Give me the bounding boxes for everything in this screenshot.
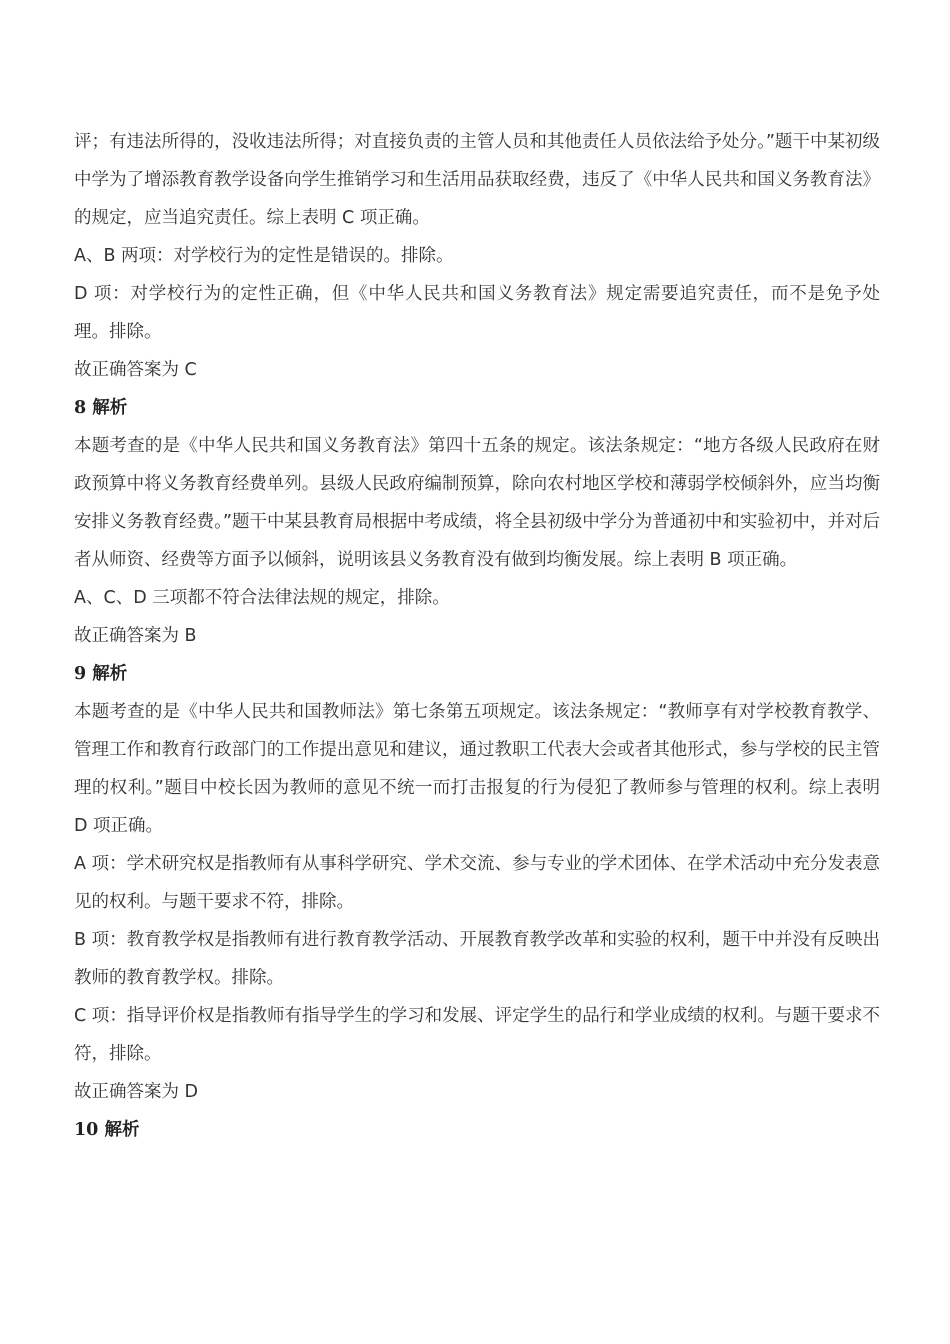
paragraph-q7-option-ab: A、B 两项：对学校行为的定性是错误的。排除。 — [74, 246, 454, 266]
paragraph-q8-answer: 故正确答案为 B — [74, 626, 197, 646]
paragraph-q7-answer: 故正确答案为 C — [74, 360, 197, 380]
paragraph-q8-explanation: 本题考查的是《中华人民共和国义务教育法》第四十五条的规定。该法条规定：“地方各级人民政府在财政预算中将义务教育经费单列。县级人民政府编制预算，除向农村地区学校和薄弱学校倾斜外，应当均衡安排义务教育经费。”题干中某县教育局根据中考成绩，将全县初级中学分为普通初中和实验初中，并对后者从师资、经费等方面予以倾斜，说明该县义务教育没有做到均衡发展。综上表明 B 项正确。 — [74, 436, 880, 570]
paragraph-q9-option-b: B 项：教育教学权是指教师有进行教育教学活动、开展教育教学改革和实验的权利，题干中并没有反映出教师的教育教学权。排除。 — [74, 930, 880, 988]
paragraph-q9-option-c: C 项：指导评价权是指教师有指导学生的学习和发展、评定学生的品行和学业成绩的权利。与题干要求不符，排除。 — [74, 1006, 880, 1064]
paragraph-q8-option-acd: A、C、D 三项都不符合法律法规的规定，排除。 — [74, 588, 450, 608]
document-body — [74, 123, 880, 1149]
paragraph-q7-explanation-end: 评；有违法所得的，没收违法所得；对直接负责的主管人员和其他责任人员依法给予处分。”题干中某初级中学为了增添教育教学设备向学生推销学习和生活用品获取经费，违反了《中华人民共和国义务教育法》的规定，应当追究责任。综上表明 C 项正确。 — [74, 132, 880, 228]
paragraph-q9-explanation: 本题考查的是《中华人民共和国教师法》第七条第五项规定。该法条规定：“教师享有对学校教育教学、管理工作和教育行政部门的工作提出意见和建议，通过教职工代表大会或者其他形式，参与学校的民主管理的权利。”题目中校长因为教师的意见不统一而打击报复的行为侵犯了教师参与管理的权利。综上表明 D 项正确。 — [74, 702, 880, 836]
heading-q9-analysis: 9 解析 — [74, 664, 128, 684]
heading-q10-analysis: 10 解析 — [74, 1120, 140, 1140]
paragraph-q9-option-a: A 项：学术研究权是指教师有从事科学研究、学术交流、参与专业的学术团体、在学术活动中充分发表意见的权利。与题干要求不符，排除。 — [74, 854, 880, 912]
paragraph-q7-option-d: D 项：对学校行为的定性正确，但《中华人民共和国义务教育法》规定需要追究责任，而不是免予处理。排除。 — [74, 284, 880, 342]
paragraph-q9-answer: 故正确答案为 D — [74, 1082, 199, 1102]
heading-q8-analysis: 8 解析 — [74, 398, 128, 418]
